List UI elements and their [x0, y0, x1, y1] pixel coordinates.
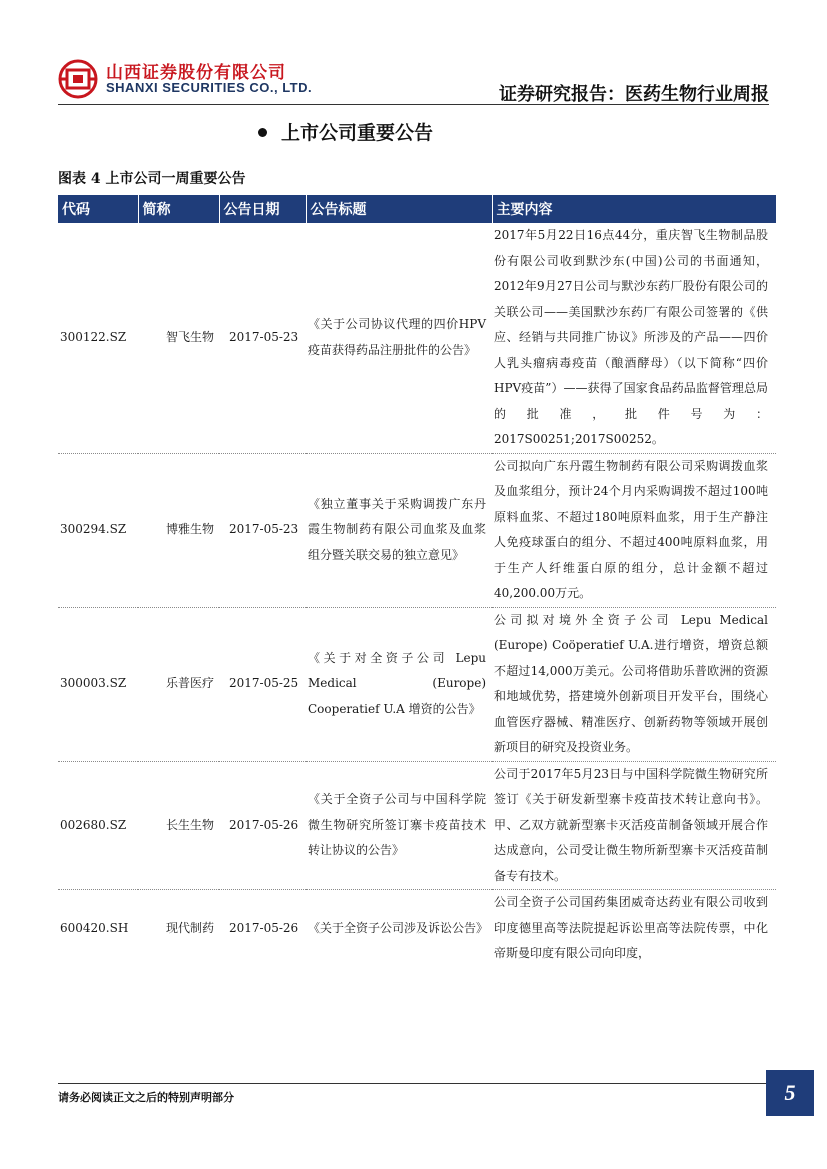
announcement-content: 公司全资子公司国药集团威奇达药业有限公司收到印度德里高等法院提起诉讼里高等法院传票，中化帝斯曼印度有限公司向印度，: [494, 895, 768, 960]
stock-name: 智飞生物: [138, 223, 219, 453]
figure-caption: 图表 4 上市公司一周重要公告: [58, 171, 246, 187]
table-row: [58, 607, 776, 761]
brand-name-cn: 山西证券股份有限公司: [106, 63, 286, 83]
announcement-title: 《关于全资子公司涉及诉讼公告》: [308, 920, 489, 935]
table-header-row: [58, 195, 776, 223]
stock-name: 乐普医疗: [138, 607, 219, 761]
announcement-content: 2017年5月22日16点44分，重庆智飞生物制品股份有限公司收到默沙东(中国)公司的书面通知，2012年9月27日公司与默沙东药厂股份有限公司的关联公司——美国默沙东药厂有限公司签署的《供应、经销与共同推广协议》所涉及的产品——四价人乳头瘤病毒疫苗（酿酒酵母）（以下简称“四价HPV疫苗”）——获得了国家食品药品监督管理总局的批准，批件号为：2017S00251;2017S00252。: [492, 223, 776, 453]
header-divider: [58, 104, 769, 105]
column-header-code: 代码: [58, 195, 138, 223]
stock-name: 长生生物: [138, 761, 219, 890]
announcements-table: [58, 195, 776, 967]
stock-code: 600420.SH: [60, 920, 129, 935]
shanxi-securities-logo-icon: [58, 59, 98, 99]
stock-code: 300003.SZ: [58, 607, 138, 761]
announcement-content: 公司于2017年5月23日与中国科学院微生物研究所签订《关于研发新型寨卡疫苗技术转让意向书》。甲、乙双方就新型寨卡灭活疫苗制备领域开展合作达成意向，公司受让微生物所新型寨卡灭活疫苗制备专有技术。: [492, 761, 776, 890]
announcement-content: 公司拟对境外全资子公司 Lepu Medical (Europe) Coöperatief U.A.进行增资，增资总额不超过14,000万美元。公司将借助乐普欧洲的资源和地域优势，搭建境外创新项目开发平台，围绕心血管医疗器械、精准医疗、创新药物等领域开展创新项目的研究及投资业务。: [492, 607, 776, 761]
bullet-icon: [258, 128, 267, 137]
announcement-date: 2017-05-26: [229, 920, 299, 935]
announcement-title: 《关于全资子公司与中国科学院微生物研究所签订寨卡疫苗技术转让协议的公告》: [306, 761, 492, 890]
announcement-title: 《关于对全资子公司 Lepu Medical (Europe) Cooperatief U.A 增资的公告》: [306, 607, 492, 761]
stock-code: 002680.SZ: [58, 761, 138, 890]
table-row: [58, 223, 776, 453]
table-row: [58, 453, 776, 607]
announcement-date: 2017-05-23: [219, 453, 306, 607]
column-header-content: 主要内容: [492, 195, 776, 223]
stock-code: 300294.SZ: [58, 453, 138, 607]
announcement-content: 公司拟向广东丹霞生物制药有限公司采购调拨血浆及血浆组分，预计24个月内采购调拨不超过100吨原料血浆、不超过180吨原料血浆，用于生产静注人免疫球蛋白的组分、不超过400吨原料血浆，用于生产人纤维蛋白原的组分，总计金额不超过40,200.00万元。: [492, 453, 776, 607]
brand-name-en: SHANXI SECURITIES CO., LTD.: [106, 80, 313, 95]
stock-name: 博雅生物: [138, 453, 219, 607]
page-number-badge: 5: [766, 1070, 814, 1116]
report-title: 证券研究报告：医药生物行业周报: [499, 84, 769, 105]
announcement-title: 《关于公司协议代理的四价HPV 疫苗获得药品注册批件的公告》: [306, 223, 492, 453]
stock-name: 现代制药: [166, 920, 215, 935]
column-header-name: 简称: [138, 195, 219, 223]
column-header-title: 公告标题: [306, 195, 492, 223]
column-header-date: 公告日期: [219, 195, 306, 223]
table-row: [58, 761, 776, 890]
disclaimer-note: 请务必阅读正文之后的特别声明部分: [58, 1091, 234, 1104]
stock-code: 300122.SZ: [58, 223, 138, 453]
announcement-date: 2017-05-26: [219, 761, 306, 890]
section-heading: [258, 118, 433, 145]
footer-divider: [58, 1083, 769, 1084]
section-heading-text: 上市公司重要公告: [281, 122, 434, 144]
announcement-date: 2017-05-25: [219, 607, 306, 761]
table-row: [58, 890, 776, 967]
announcement-date: 2017-05-23: [219, 223, 306, 453]
announcement-title: 《独立董事关于采购调拨广东丹霞生物制药有限公司血浆及血浆组分暨关联交易的独立意见》: [306, 453, 492, 607]
